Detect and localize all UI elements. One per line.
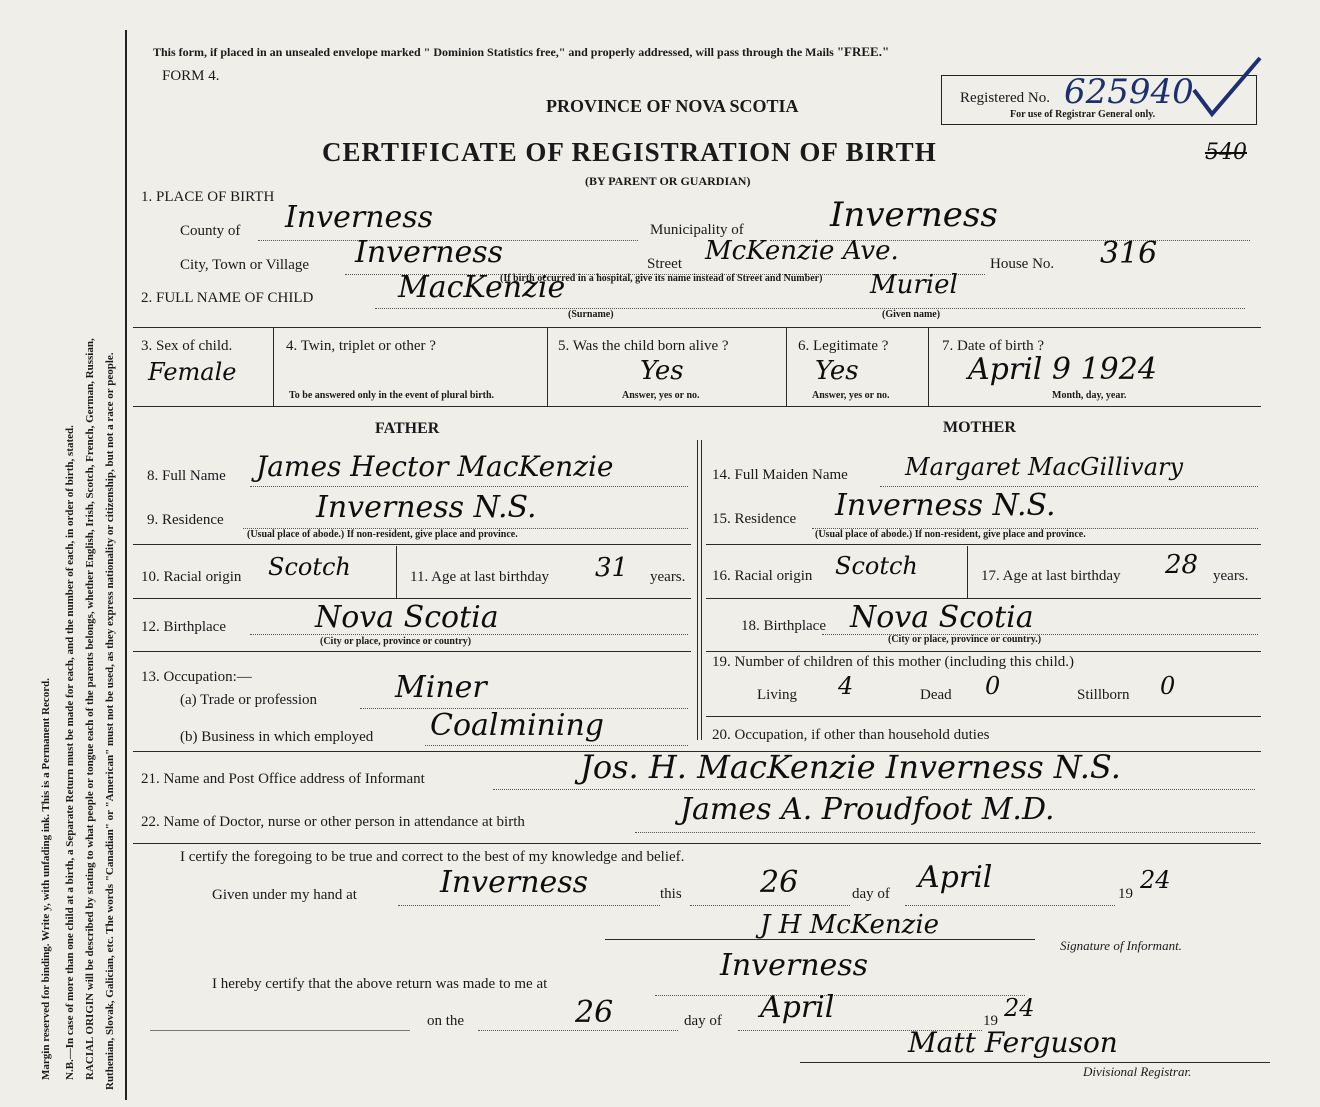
mother-occupation-label: 20. Occupation, if other than household duties [712,727,990,743]
mail-notice: This form, if placed in an unsealed envelope marked " Dominion Statistics free," and properly addressed, will pass through the Mails "FREE." [153,44,890,59]
given-at-place: Inverness [440,865,589,900]
father-age: 31 [595,553,629,583]
father-birthplace-note: (City or place, province or country) [320,636,472,647]
margin-line-2: N.B.—In case of more than one child at a birth, a Separate Return must be made for each, and the number of each, in order of birth, stated. [64,425,76,1080]
given-month: April [918,860,993,895]
informant-value: Jos. H. MacKenzie Inverness N.S. [580,748,1121,786]
child-name-label: 2. FULL NAME OF CHILD [141,290,314,306]
page-title: CERTIFICATE OF REGISTRATION OF BIRTH [322,137,937,167]
mother-birthplace-note: (City or place, province or country.) [888,634,1042,645]
registrar-place: Inverness [720,948,869,983]
father-residence-note: (Usual place of abode.) If non-resident, give place and province. [247,529,518,540]
margin-rule [125,30,127,1100]
subtitle: (BY PARENT OR GUARDIAN) [585,174,751,188]
mother-residence-note: (Usual place of abode.) If non-resident, give place and province. [815,529,1086,540]
on-the-label: on the [427,1013,465,1029]
father-name-label: 8. Full Name [147,468,226,484]
margin-line-3: RACIAL ORIGIN will be described by stating to what people or tongue each of the parents belongs, whether English, Irish, Scotch, French, German, Russian, [84,338,96,1080]
trade-label: (a) Trade or profession [180,692,318,708]
municipality-value: Inverness [830,195,998,235]
mother-race: Scotch [835,552,918,580]
business-label: (b) Business in which employed [180,729,374,745]
mother-residence: Inverness N.S. [835,488,1056,523]
this-label: this [660,886,682,902]
place-of-birth-label: 1. PLACE OF BIRTH [141,189,275,205]
registrar-only-note: For use of Registrar General only. [1010,109,1156,120]
father-birthplace-label: 12. Birthplace [141,619,226,635]
county-value: Inverness [285,200,434,235]
registrar-signature-label: Divisional Registrar. [1083,1064,1192,1079]
mother-birthplace-label: 18. Birthplace [741,618,826,634]
street-label: Street [647,256,682,272]
registrar-statement: I hereby certify that the above return was made to me at [212,976,548,992]
father-occupation-label: 13. Occupation:— [141,669,252,685]
informant-label: 21. Name and Post Office address of Informant [141,771,425,787]
city-label: City, Town or Village [180,257,310,273]
father-residence-label: 9. Residence [147,512,224,528]
county-label: County of [180,223,241,239]
legitimate-value: Yes [815,356,859,386]
sex-label: 3. Sex of child. [141,338,233,354]
father-race-label: 10. Racial origin [141,569,242,585]
informant-signature-label: Signature of Informant. [1060,938,1182,953]
mother-birthplace: Nova Scotia [850,600,1034,635]
corner-mark: 540 [1205,140,1247,165]
alive-label: 5. Was the child born alive ? [558,338,729,354]
legitimate-label: 6. Legitimate ? [798,338,889,354]
given-year-suffix: 24 [1140,866,1171,894]
mother-years: years. [1213,568,1249,584]
street-value: McKenzie Ave. [705,236,899,266]
check-mark-icon [1190,52,1265,122]
father-race: Scotch [268,553,351,581]
trade-value: Miner [395,670,487,705]
mother-heading: MOTHER [943,419,1016,436]
father-name: James Hector MacKenzie [256,450,614,483]
given-name-note: (Given name) [882,309,941,320]
mother-name: Margaret MacGillivary [905,453,1184,481]
surname-note: (Surname) [568,309,614,320]
doctor-label: 22. Name of Doctor, nurse or other person in attendance at birth [141,814,525,830]
given-day: 26 [760,865,799,900]
stillborn-label: Stillborn [1077,687,1130,703]
children-count-label: 19. Number of children of this mother (including this child.) [712,654,1075,670]
form-number: FORM 4. [162,68,220,84]
stillborn-count: 0 [1160,672,1176,700]
living-label: Living [757,687,797,703]
dob-value: April 9 1924 [968,352,1157,387]
city-value: Inverness [355,235,504,270]
house-value: 316 [1100,236,1158,271]
certify-statement: I certify the foregoing to be true and correct to the best of my knowledge and belief. [180,849,685,865]
registrar-month: April [760,990,835,1025]
twin-note: To be answered only in the event of plural birth. [289,390,495,401]
child-surname: MacKenzie [398,270,566,305]
father-age-label: 11. Age at last birthday [410,569,549,585]
hospital-note: (If birth occurred in a hospital, give its name instead of Street and Number) [500,273,823,284]
business-value: Coalmining [430,708,604,743]
alive-value: Yes [640,356,684,386]
given-year-prefix: 19 [1118,886,1133,902]
registrar-signature: Matt Ferguson [908,1026,1118,1059]
father-birthplace: Nova Scotia [315,600,499,635]
alive-note: Answer, yes or no. [622,390,700,401]
dob-label: 7. Date of birth ? [942,338,1045,354]
dob-note: Month, day, year. [1052,390,1127,401]
sex-value: Female [148,358,237,386]
mother-residence-label: 15. Residence [712,511,797,527]
doctor-value: James A. Proudfoot M.D. [680,792,1055,827]
registered-label: Registered No. [960,90,1050,106]
twin-label: 4. Twin, triplet or other ? [286,338,436,354]
mother-age-label: 17. Age at last birthday [981,568,1121,584]
registrar-year-prefix: 19 [983,1013,998,1029]
margin-notes [0,0,130,1107]
father-heading: FATHER [375,420,440,437]
registered-number: 625940 [1064,72,1194,112]
living-count: 4 [838,672,854,700]
registrar-day-of: day of [684,1013,722,1029]
father-residence: Inverness N.S. [316,490,537,525]
registrar-day: 26 [575,995,614,1030]
registrar-year-suffix: 24 [1004,994,1035,1022]
child-given-name: Muriel [870,270,958,300]
mother-race-label: 16. Racial origin [712,568,813,584]
day-of-label: day of [852,886,890,902]
informant-signature: J H McKenzie [760,910,940,940]
margin-line-4: Ruthenian, Slovak, Galician, etc. The words "Canadian" or "American" must not be used, as they express nationality or citizenship, but not a race or people. [104,352,116,1090]
dead-count: 0 [985,672,1001,700]
dead-label: Dead [920,687,952,703]
legitimate-note: Answer, yes or no. [812,390,890,401]
father-years: years. [650,569,686,585]
given-at-label: Given under my hand at [212,887,357,903]
municipality-label: Municipality of [650,222,744,238]
house-label: House No. [990,256,1055,272]
province-heading: PROVINCE OF NOVA SCOTIA [546,96,799,116]
margin-line-1: Margin reserved for binding. Write y, with unfading ink. This is a Permanent Record. [40,677,52,1080]
mother-name-label: 14. Full Maiden Name [712,467,848,483]
mother-age: 28 [1165,550,1199,580]
